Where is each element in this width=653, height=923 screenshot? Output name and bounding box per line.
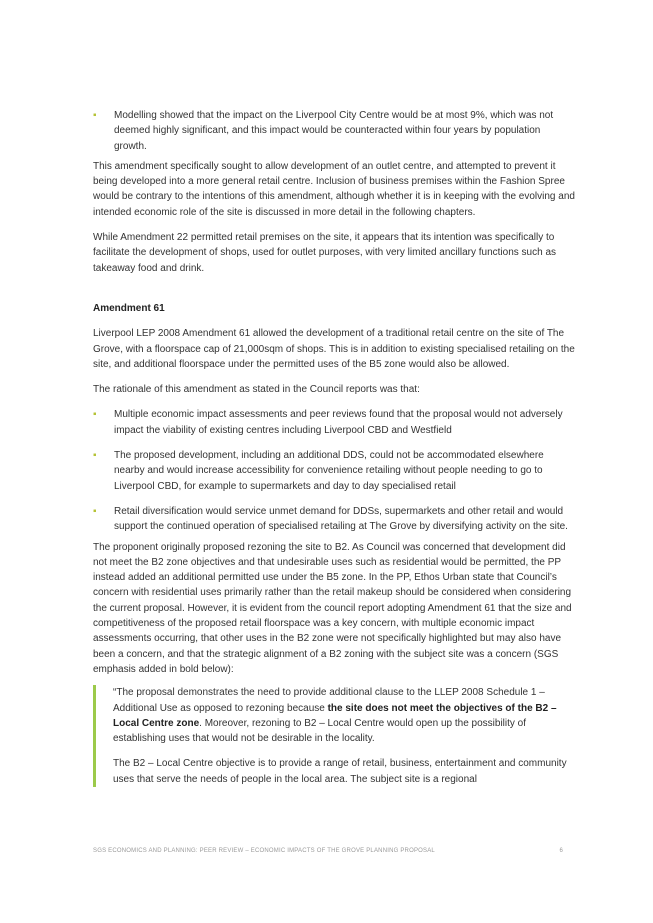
list-item: [93, 108, 575, 154]
paragraph: Liverpool LEP 2008 Amendment 61 allowed the development of a traditional retail centre on the site of The Grove, with a floorspace cap of 21,000sqm of shops. This is in addition to existing specialised retailing on the site, and additional floorspace under the permitted uses of the B5 zone would also be allowed.: [93, 328, 575, 370]
paragraph: The proponent originally proposed rezoning the site to B2. As Council was concerned that development did not meet the B2 zone objectives and that undesirable uses such as residential would be permitted, the PP instead added an additional permitted use under the B5 zone. In the PP, Ethos Urban state that Council’s concern with residential uses primarily rather than the retail makeup should be considered when considering the current proposal. However, it is evident from the council report adopting Amendment 61 that the size and competitiveness of the proposed retail floorspace was a key concern, with multiple economic impact assessments occurring, that other uses in the B2 zone were not specifically highlighted but may also have been a concern, and that the strategic alignment of a B2 zoning with the subject site was a concern (SGS emphasis added in bold below):: [93, 541, 572, 675]
page-number: 6: [559, 848, 563, 854]
list-item: [93, 504, 575, 535]
document-body: [93, 108, 575, 787]
list-item: [93, 448, 575, 494]
page-footer: [93, 848, 563, 854]
bullet-text: Modelling showed that the impact on the Liverpool City Centre would be at most 9%, which was not deemed highly significant, and this impact would be counteracted within four years by population growth.: [114, 110, 554, 152]
quote-paragraph: The B2 – Local Centre objective is to provide a range of retail, business, entertainment and community uses that serve the needs of people in the local area. The subject site is a regional: [113, 758, 567, 785]
bullet-icon: ▪: [93, 505, 97, 517]
footer-text: SGS ECONOMICS AND PLANNING: PEER REVIEW – ECONOMIC IMPACTS OF THE GROVE PLANNING PROPOSAL: [93, 848, 435, 854]
list-item: [93, 407, 575, 438]
bullet-icon: ▪: [93, 450, 97, 462]
bullet-text: The proposed development, including an additional DDS, could not be accommodated elsewhere nearby and would increase accessibility for convenience retailing without people needing to go to Liverpool CBD, for example to supermarkets and day to day specialised retail: [114, 450, 544, 492]
bullet-text: Multiple economic impact assessments and peer reviews found that the proposal would not adversely impact the viability of existing centres including Liverpool CBD and Westfield: [114, 409, 563, 436]
quote-emphasis: the site does not meet the objectives of the B2 – Local Centre zone: [113, 702, 557, 729]
bullet-icon: ▪: [93, 409, 97, 421]
section-heading: Amendment 61: [93, 302, 165, 314]
bullet-text: Retail diversification would service unmet demand for DDSs, supermarkets and other retail and would support the continued operation of specialised retailing at The Grove by diversifying activity on the site.: [114, 505, 568, 533]
block-quote: [93, 685, 575, 787]
paragraph: While Amendment 22 permitted retail premises on the site, it appears that its intention was specifically to facilitate the development of shops, used for outlet purposes, with very limited ancillary functions such as takeaway food and drink.: [93, 232, 557, 274]
paragraph: The rationale of this amendment as stated in the Council reports was that:: [93, 384, 420, 396]
paragraph: This amendment specifically sought to allow development of an outlet centre, and attempted to prevent it being developed into a more general retail centre. Inclusion of business premises within the Fashion Spree would be contrary to the intentions of this amendment, although whether it is in keeping with the evolving and intended economic role of the site is discussed in more detail in the following chapters.: [93, 160, 575, 218]
quote-text: . Moreover, rezoning to B2 – Local Centre would open up the possibility of establishing uses that would not be desirable in the locality.: [113, 717, 527, 745]
quote-text: “The proposal demonstrates the need to provide additional clause to the LLEP 2008 Schedule 1 – Additional Use as opposed to rezoning because: [113, 687, 545, 714]
bullet-icon: ▪: [93, 110, 97, 121]
quote-paragraph: [113, 685, 575, 746]
